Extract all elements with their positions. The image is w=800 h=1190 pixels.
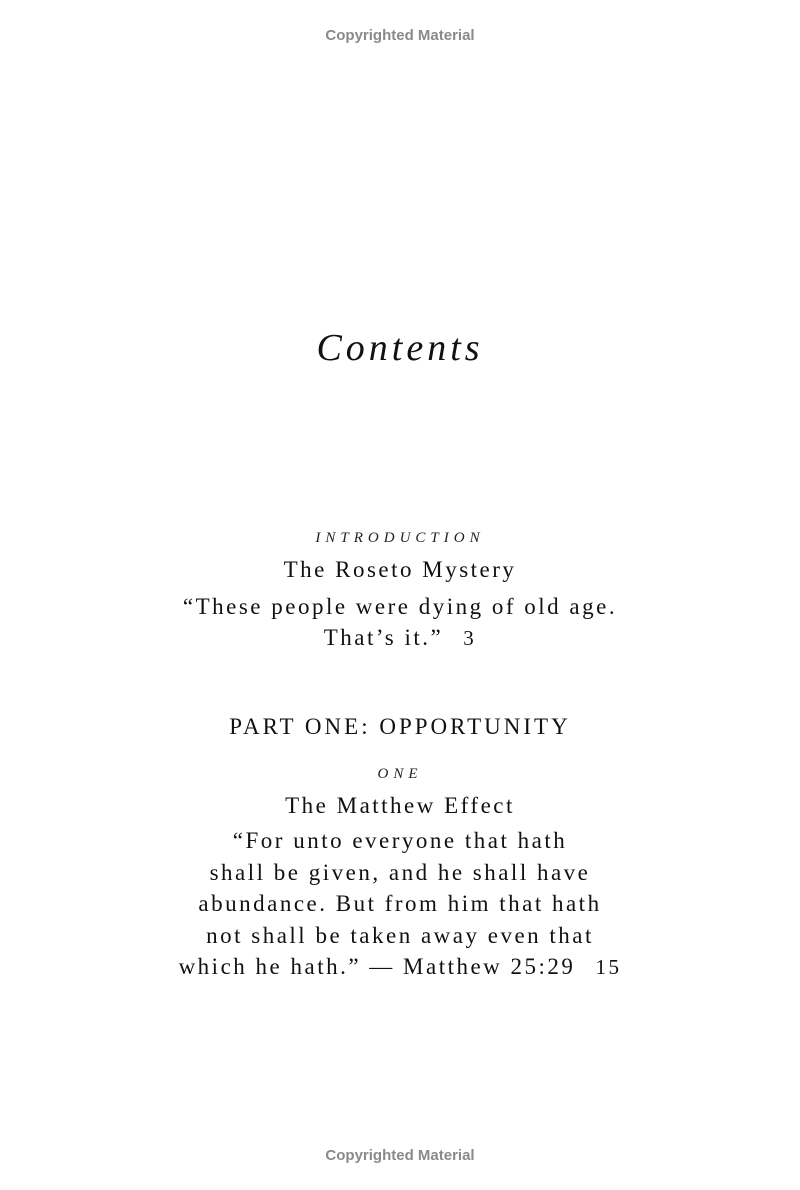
epigraph-line: That’s it.” xyxy=(323,625,444,650)
chapter-epigraph xyxy=(0,825,800,984)
part-heading: PART ONE: OPPORTUNITY xyxy=(229,714,571,739)
epigraph-line: which he hath.” — Matthew 25:29 xyxy=(178,954,576,979)
copyright-watermark-bottom: Copyrighted Material xyxy=(325,1147,475,1164)
toc-entry-chapter-one[interactable] xyxy=(0,766,800,984)
epigraph-line: abundance. But from him that hath xyxy=(198,891,602,916)
chapter-title: The Matthew Effect xyxy=(285,793,515,818)
chapter-epigraph xyxy=(0,591,800,654)
chapter-label: INTRODUCTION xyxy=(315,530,485,546)
page-title: Contents xyxy=(316,327,484,369)
epigraph-line: shall be given, and he shall have xyxy=(209,859,591,885)
chapter-label: ONE xyxy=(377,766,423,782)
page-number: 15 xyxy=(595,955,622,979)
page-number: 3 xyxy=(463,626,477,650)
epigraph-line: “These people were dying of old age. xyxy=(182,594,618,619)
epigraph-line: not shall be taken away even that xyxy=(206,922,594,948)
epigraph-line-last xyxy=(0,622,800,654)
copyright-watermark-top: Copyrighted Material xyxy=(325,27,475,44)
toc-entry-introduction[interactable] xyxy=(0,530,800,654)
chapter-title: The Roseto Mystery xyxy=(283,557,517,582)
epigraph-line: “For unto everyone that hath xyxy=(232,828,568,853)
epigraph-line-last xyxy=(0,951,800,984)
